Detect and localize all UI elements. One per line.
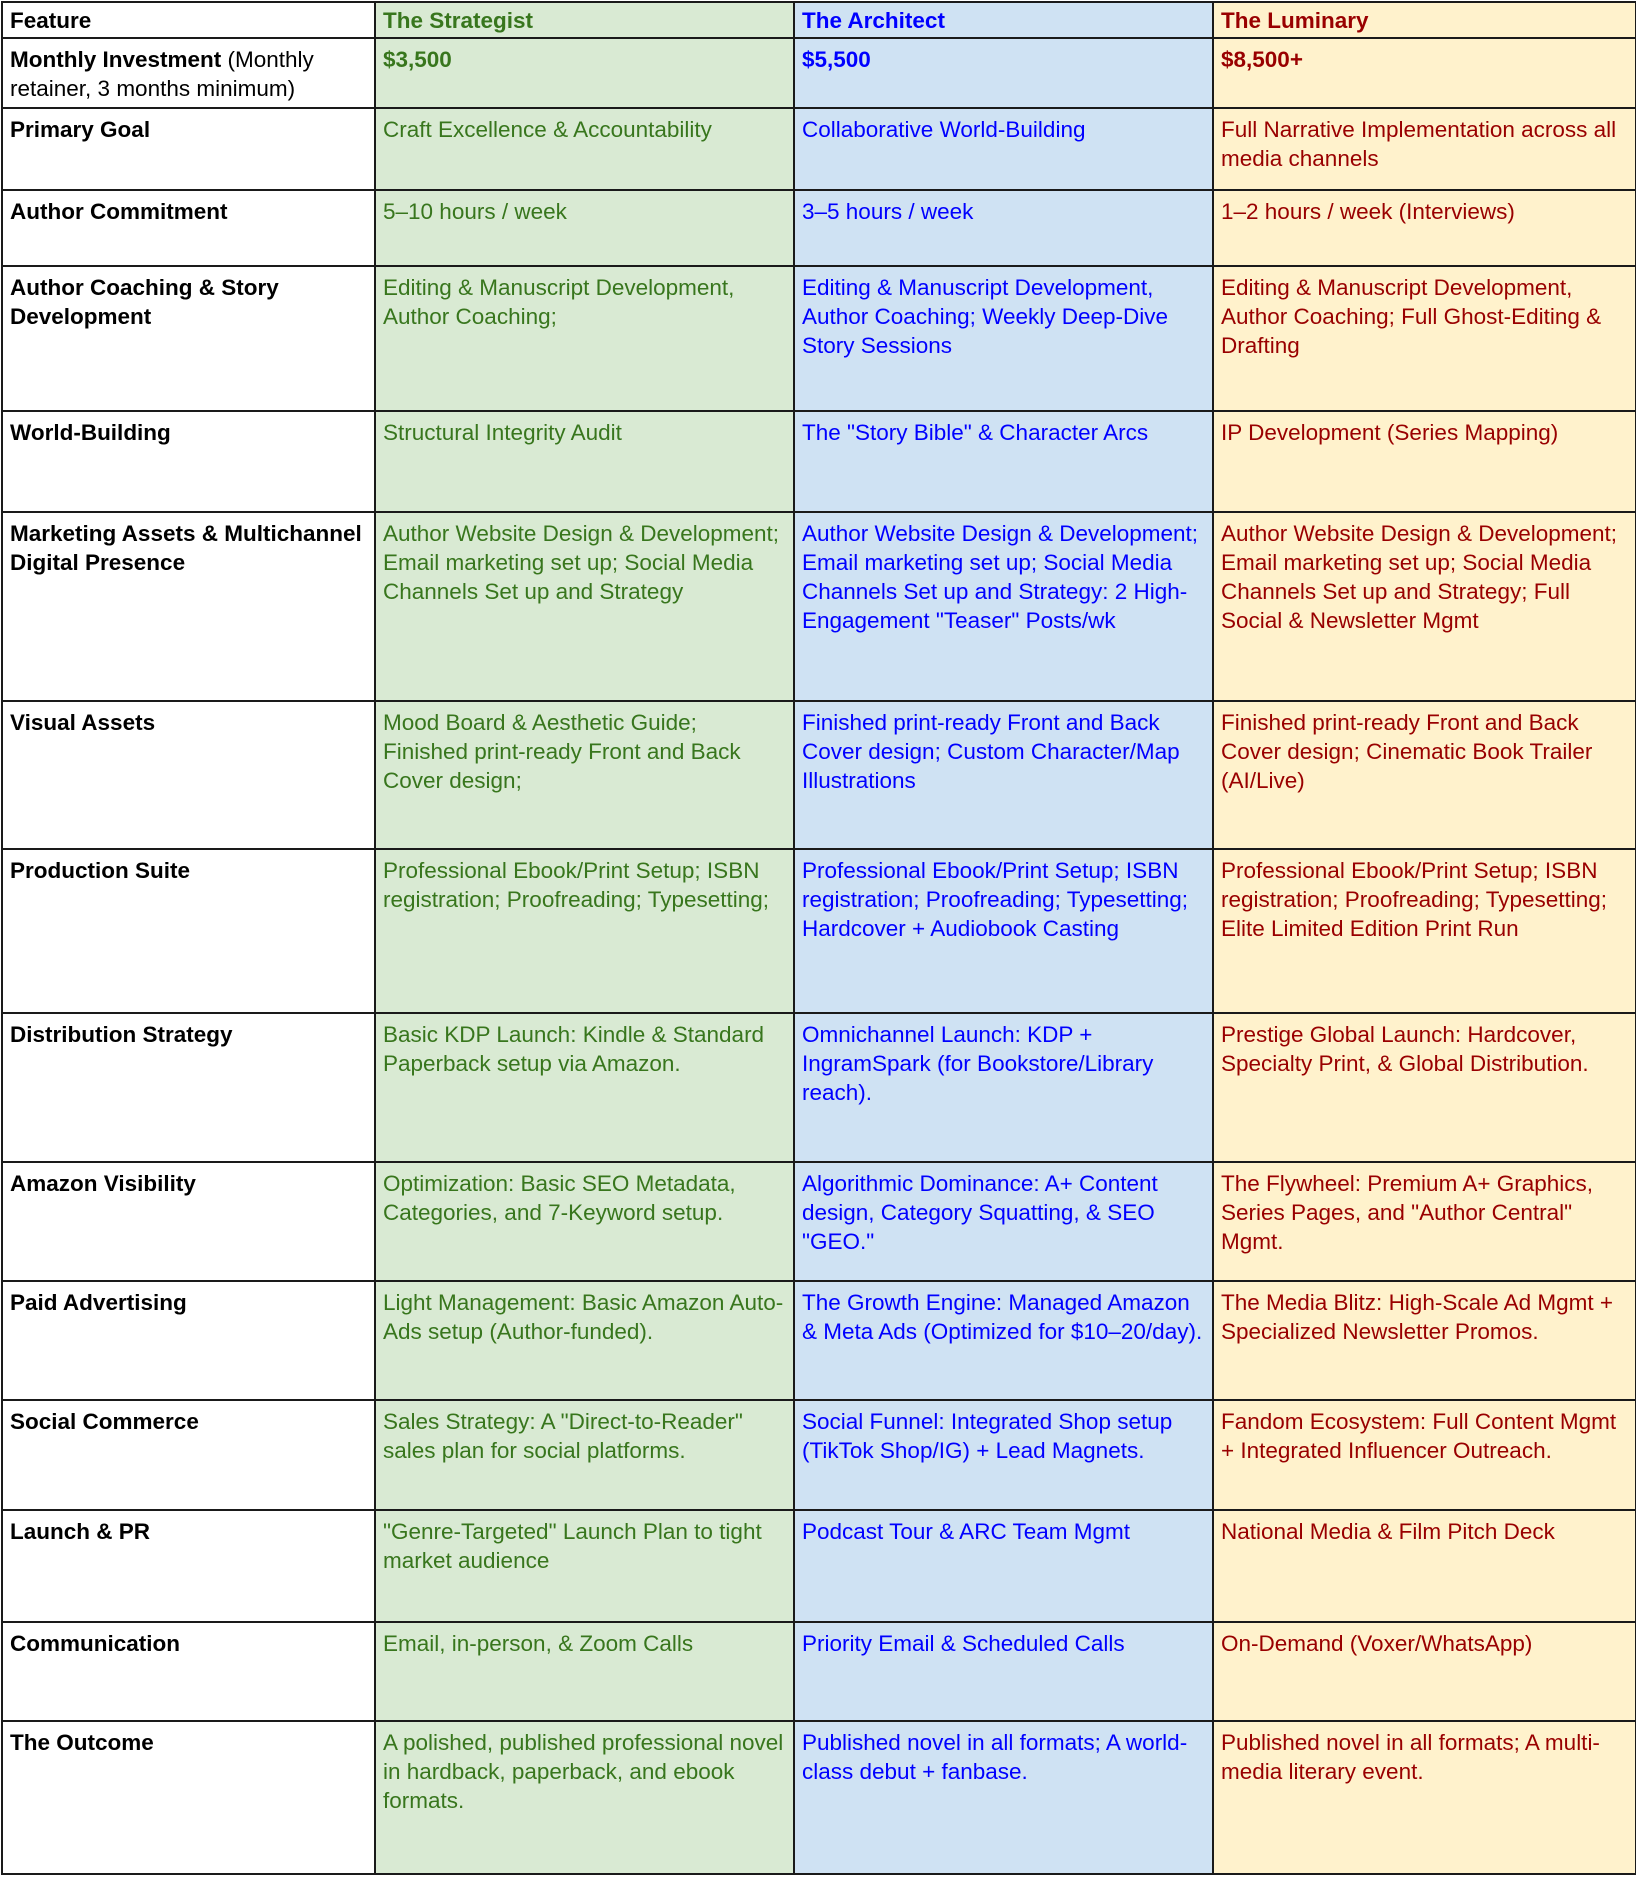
cell-architect: Author Website Design & Development; Email marketing set up; Social Media Channels Set up and Strategy: 2 High-Engagement "Teaser" Posts/wk [794, 512, 1213, 701]
feature-cell: Distribution Strategy [2, 1013, 375, 1162]
table-row [2, 1281, 1636, 1400]
feature-cell: World-Building [2, 411, 375, 512]
header-tier-luminary: The Luminary [1213, 2, 1636, 38]
header-tier-architect: The Architect [794, 2, 1213, 38]
feature-cell: Social Commerce [2, 1400, 375, 1510]
table-row [2, 108, 1636, 190]
feature-cell [2, 38, 375, 108]
table-row [2, 190, 1636, 266]
cell-luminary: IP Development (Series Mapping) [1213, 411, 1636, 512]
table-row [2, 849, 1636, 1013]
cell-strategist: Editing & Manuscript Development, Author Coaching; [375, 266, 794, 411]
cell-strategist: "Genre-Targeted" Launch Plan to tight market audience [375, 1510, 794, 1622]
feature-cell: Amazon Visibility [2, 1162, 375, 1281]
feature-cell: Paid Advertising [2, 1281, 375, 1400]
feature-note: (Monthly retainer, 3 months minimum) [10, 47, 314, 101]
table-row [2, 1400, 1636, 1510]
feature-cell: Production Suite [2, 849, 375, 1013]
cell-luminary: Author Website Design & Development; Email marketing set up; Social Media Channels Set up and Strategy; Full Social & Newsletter Mgmt [1213, 512, 1636, 701]
cell-luminary: The Flywheel: Premium A+ Graphics, Series Pages, and "Author Central" Mgmt. [1213, 1162, 1636, 1281]
table-row-investment [2, 38, 1636, 108]
feature-cell: Visual Assets [2, 701, 375, 849]
cell-architect: The Growth Engine: Managed Amazon & Meta Ads (Optimized for $10–20/day). [794, 1281, 1213, 1400]
feature-cell: Primary Goal [2, 108, 375, 190]
cell-architect: 3–5 hours / week [794, 190, 1213, 266]
cell-architect: Priority Email & Scheduled Calls [794, 1622, 1213, 1721]
feature-cell: Author Commitment [2, 190, 375, 266]
header-tier-strategist: The Strategist [375, 2, 794, 38]
price-architect: $5,500 [794, 38, 1213, 108]
cell-luminary: On-Demand (Voxer/WhatsApp) [1213, 1622, 1636, 1721]
table-row [2, 701, 1636, 849]
cell-architect: Editing & Manuscript Development, Author Coaching; Weekly Deep-Dive Story Sessions [794, 266, 1213, 411]
feature-cell: Launch & PR [2, 1510, 375, 1622]
cell-strategist: Craft Excellence & Accountability [375, 108, 794, 190]
pricing-comparison-table [1, 1, 1636, 1875]
cell-strategist: 5–10 hours / week [375, 190, 794, 266]
table-row [2, 266, 1636, 411]
cell-strategist: Structural Integrity Audit [375, 411, 794, 512]
feature-cell: Communication [2, 1622, 375, 1721]
cell-architect: Collaborative World-Building [794, 108, 1213, 190]
feature-cell: Author Coaching & Story Development [2, 266, 375, 411]
cell-strategist: A polished, published professional novel in hardback, paperback, and ebook formats. [375, 1721, 794, 1874]
price-luminary: $8,500+ [1213, 38, 1636, 108]
cell-architect: Omnichannel Launch: KDP + IngramSpark (for Bookstore/Library reach). [794, 1013, 1213, 1162]
cell-architect: Podcast Tour & ARC Team Mgmt [794, 1510, 1213, 1622]
cell-strategist: Optimization: Basic SEO Metadata, Categories, and 7-Keyword setup. [375, 1162, 794, 1281]
cell-luminary: National Media & Film Pitch Deck [1213, 1510, 1636, 1622]
feature-cell: Marketing Assets & Multichannel Digital Presence [2, 512, 375, 701]
price-strategist: $3,500 [375, 38, 794, 108]
cell-luminary: Full Narrative Implementation across all media channels [1213, 108, 1636, 190]
cell-luminary: Published novel in all formats; A multi-media literary event. [1213, 1721, 1636, 1874]
cell-architect: Published novel in all formats; A world-class debut + fanbase. [794, 1721, 1213, 1874]
cell-strategist: Mood Board & Aesthetic Guide; Finished print-ready Front and Back Cover design; [375, 701, 794, 849]
feature-label: Monthly Investment [10, 47, 222, 72]
cell-luminary: The Media Blitz: High-Scale Ad Mgmt + Specialized Newsletter Promos. [1213, 1281, 1636, 1400]
table-row [2, 1721, 1636, 1874]
cell-strategist: Author Website Design & Development; Email marketing set up; Social Media Channels Set up and Strategy [375, 512, 794, 701]
table-row [2, 1510, 1636, 1622]
cell-strategist: Light Management: Basic Amazon Auto-Ads setup (Author-funded). [375, 1281, 794, 1400]
header-row [2, 2, 1636, 38]
cell-luminary: Finished print-ready Front and Back Cover design; Cinematic Book Trailer (AI/Live) [1213, 701, 1636, 849]
table-row [2, 1013, 1636, 1162]
table-row [2, 1162, 1636, 1281]
feature-cell: The Outcome [2, 1721, 375, 1874]
cell-strategist: Email, in-person, & Zoom Calls [375, 1622, 794, 1721]
cell-luminary: Editing & Manuscript Development, Author Coaching; Full Ghost-Editing & Drafting [1213, 266, 1636, 411]
cell-architect: Social Funnel: Integrated Shop setup (TikTok Shop/IG) + Lead Magnets. [794, 1400, 1213, 1510]
cell-strategist: Basic KDP Launch: Kindle & Standard Paperback setup via Amazon. [375, 1013, 794, 1162]
header-feature: Feature [2, 2, 375, 38]
cell-luminary: Professional Ebook/Print Setup; ISBN registration; Proofreading; Typesetting; Elite Limited Edition Print Run [1213, 849, 1636, 1013]
cell-luminary: 1–2 hours / week (Interviews) [1213, 190, 1636, 266]
cell-architect: Professional Ebook/Print Setup; ISBN registration; Proofreading; Typesetting; Hardcover + Audiobook Casting [794, 849, 1213, 1013]
cell-strategist: Sales Strategy: A "Direct-to-Reader" sales plan for social platforms. [375, 1400, 794, 1510]
cell-architect: Finished print-ready Front and Back Cover design; Custom Character/Map Illustrations [794, 701, 1213, 849]
cell-strategist: Professional Ebook/Print Setup; ISBN registration; Proofreading; Typesetting; [375, 849, 794, 1013]
table-row [2, 411, 1636, 512]
table-row [2, 1622, 1636, 1721]
cell-architect: Algorithmic Dominance: A+ Content design, Category Squatting, & SEO "GEO." [794, 1162, 1213, 1281]
cell-architect: The "Story Bible" & Character Arcs [794, 411, 1213, 512]
cell-luminary: Prestige Global Launch: Hardcover, Specialty Print, & Global Distribution. [1213, 1013, 1636, 1162]
cell-luminary: Fandom Ecosystem: Full Content Mgmt + Integrated Influencer Outreach. [1213, 1400, 1636, 1510]
table-row [2, 512, 1636, 701]
